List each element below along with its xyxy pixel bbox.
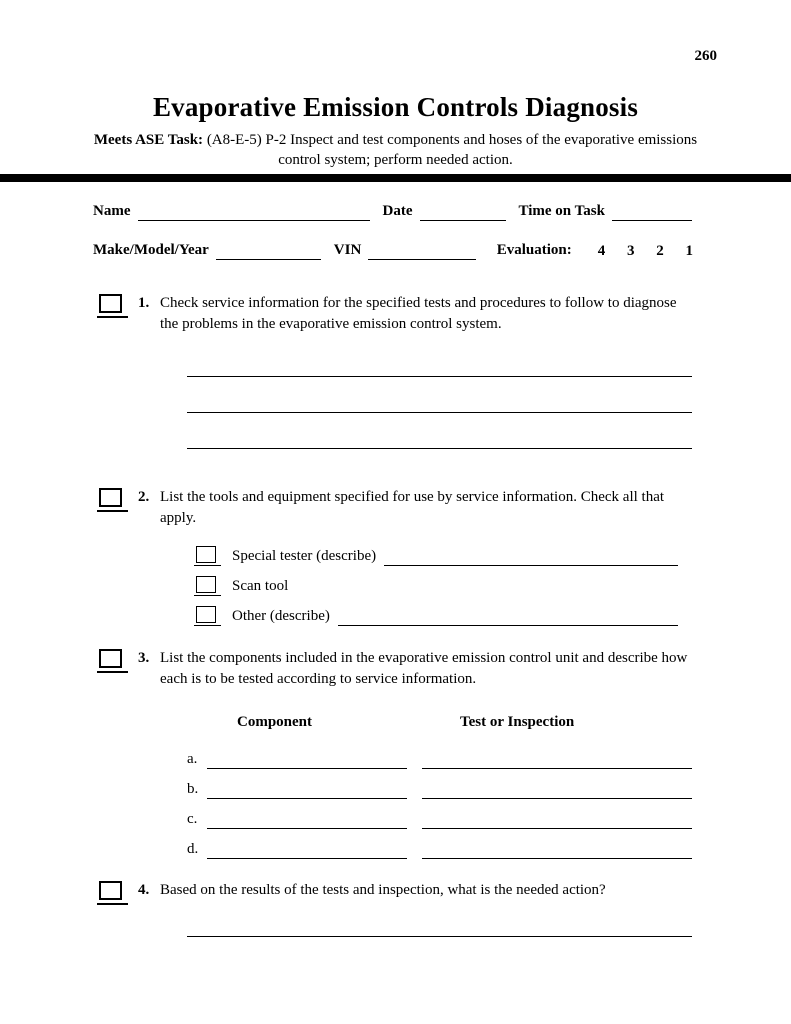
checkbox-square xyxy=(99,488,122,507)
item-3-number: 3. xyxy=(138,650,150,666)
make-model-year-label: Make/Model/Year xyxy=(93,242,209,258)
item-3-text: List the components included in the evaporative emission control unit and describe how each is to be tested according to service information. xyxy=(160,650,688,687)
item-1-number: 1. xyxy=(138,295,150,311)
item-1-text: Check service information for the specified tests and procedures to follow to diagnose the problems in the evaporative emission control system. xyxy=(160,295,677,332)
special-tester-label: Special tester (describe) xyxy=(232,548,377,564)
task-4-checkbox[interactable] xyxy=(97,881,128,905)
scan-tool-checkbox[interactable] xyxy=(194,576,221,596)
make-model-year-field-line[interactable] xyxy=(216,245,322,260)
row-c-test-line[interactable] xyxy=(422,809,692,829)
component-table-header xyxy=(160,714,694,731)
task-item-4 xyxy=(97,880,697,937)
page-title: Evaporative Emission Controls Diagnosis xyxy=(152,92,639,122)
time-on-task-field-line[interactable] xyxy=(612,206,692,221)
evaluation-score-2[interactable]: 2 xyxy=(656,243,664,259)
scan-tool-label: Scan tool xyxy=(232,578,289,594)
item-4-answer-line[interactable] xyxy=(187,907,692,937)
task-2-checkbox[interactable] xyxy=(97,488,128,512)
ase-task-text: (A8-E-5) P-2 Inspect and test components and hoses of the evaporative emissions control system; perform needed action. xyxy=(206,132,698,168)
table-row-a xyxy=(160,739,694,769)
row-a-test-line[interactable] xyxy=(422,749,692,769)
task-item-1 xyxy=(97,293,697,449)
checkbox-square xyxy=(196,576,216,593)
row-a-component-line[interactable] xyxy=(207,749,407,769)
vin-field-line[interactable] xyxy=(368,245,476,260)
table-row-b xyxy=(160,769,694,799)
evaluation-score-3[interactable]: 3 xyxy=(627,243,635,259)
component-table-rows xyxy=(160,739,694,859)
header-row-vehicle-evaluation xyxy=(93,241,693,260)
option-other xyxy=(194,605,694,626)
test-or-inspection-column-header: Test or Inspection xyxy=(460,714,575,730)
name-label: Name xyxy=(93,203,131,219)
option-special-tester xyxy=(194,545,694,566)
item-4-number: 4. xyxy=(138,882,150,898)
row-b-test-line[interactable] xyxy=(422,779,692,799)
time-on-task-label: Time on Task xyxy=(518,203,605,219)
row-d-test-line[interactable] xyxy=(422,839,692,859)
item-4-text: Based on the results of the tests and inspection, what is the needed action? xyxy=(160,882,606,898)
table-row-d xyxy=(160,829,694,859)
task-1-checkbox[interactable] xyxy=(97,294,128,318)
special-tester-describe-line[interactable] xyxy=(384,560,678,566)
checkbox-square xyxy=(99,294,122,313)
evaluation-score-4[interactable]: 4 xyxy=(597,243,606,259)
row-a-label: a. xyxy=(187,751,198,767)
special-tester-checkbox[interactable] xyxy=(194,546,221,566)
item-1-answer-line-2[interactable] xyxy=(187,377,692,413)
evaluation-label: Evaluation: xyxy=(496,242,572,258)
item-2-text: List the tools and equipment specified for use by service information. Check all that apply. xyxy=(160,489,665,526)
table-row-c xyxy=(160,799,694,829)
page-number: 260 xyxy=(694,48,717,64)
item-1-answer-line-3[interactable] xyxy=(187,413,692,449)
item-1-answer-line-1[interactable] xyxy=(187,341,692,377)
checkbox-square xyxy=(196,606,216,623)
evaluation-scores xyxy=(580,243,693,260)
vin-label: VIN xyxy=(333,242,362,258)
other-checkbox[interactable] xyxy=(194,606,221,626)
task-item-3 xyxy=(97,648,697,859)
evaluation-score-1[interactable]: 1 xyxy=(685,243,694,259)
row-c-component-line[interactable] xyxy=(207,809,407,829)
header-divider-bar xyxy=(0,174,791,182)
checkbox-square xyxy=(196,546,216,563)
component-column-header: Component xyxy=(237,714,313,730)
option-scan-tool xyxy=(194,575,694,596)
ase-task-label: Meets ASE Task: xyxy=(93,132,204,148)
task-3-checkbox[interactable] xyxy=(97,649,128,673)
header-row-name-date-time xyxy=(93,202,693,221)
checkbox-square xyxy=(99,649,122,668)
name-field-line[interactable] xyxy=(138,206,370,221)
task-item-2 xyxy=(97,487,697,635)
row-d-component-line[interactable] xyxy=(207,839,407,859)
row-b-label: b. xyxy=(187,781,199,797)
other-describe-line[interactable] xyxy=(338,620,678,626)
row-b-component-line[interactable] xyxy=(207,779,407,799)
date-label: Date xyxy=(382,203,413,219)
other-label: Other (describe) xyxy=(232,608,330,624)
checkbox-square xyxy=(99,881,122,900)
row-d-label: d. xyxy=(187,841,199,857)
ase-task-statement xyxy=(72,130,720,170)
date-field-line[interactable] xyxy=(420,206,506,221)
item-2-number: 2. xyxy=(138,489,150,505)
row-c-label: c. xyxy=(187,811,198,827)
